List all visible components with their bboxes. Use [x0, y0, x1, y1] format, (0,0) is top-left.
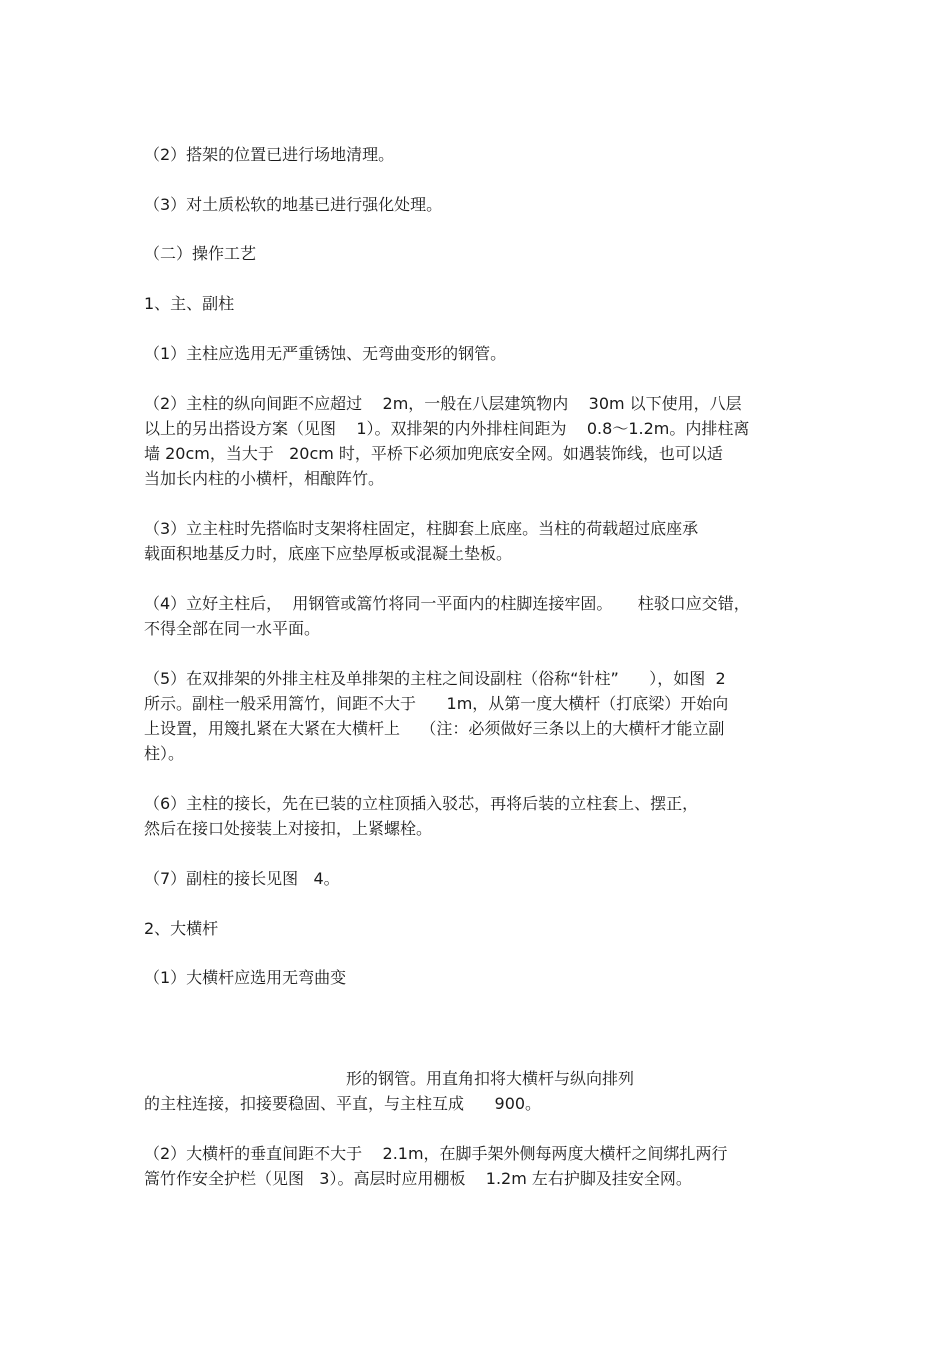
text-line: 载面积地基反力时，底座下应垫厚板或混凝土垫板。 [144, 544, 513, 563]
text-line: 上设置，用篾扎紧在大紧在大横杆上 （注：必须做好三条以上的大横杆才能立副 [144, 719, 725, 738]
section-heading: （二）操作工艺 [144, 244, 257, 263]
text-line: 形的钢管。用直角扣将大横杆与纵向排列 [346, 1069, 635, 1088]
text-line: （3）对土质松软的地基已进行强化处理。 [144, 195, 443, 214]
text-line: （5）在双排架的外排主柱及单排架的主柱之间设副柱（俗称“针柱” ），如图 2 [144, 669, 726, 688]
text-line: 墙 20cm，当大于 20cm 时，平桥下必须加兜底安全网。如遇装饰线，也可以适 [144, 444, 723, 463]
text-line: 柱）。 [144, 744, 185, 763]
text-line: （1）大横杆应选用无弯曲变 [144, 968, 347, 987]
text-line: 以上的另出搭设方案（见图 1）。双排架的内外排柱间距为 0.8～1.2m。内排柱离 [144, 419, 750, 438]
subsection-heading: 1、主、副柱 [144, 294, 235, 313]
text-line: （1）主柱应选用无严重锈蚀、无弯曲变形的钢管。 [144, 344, 507, 363]
text-line: 然后在接口处接装上对接扣，上紧螺栓。 [144, 819, 433, 838]
text-line: 当加长内柱的小横杆，相酿阵竹。 [144, 469, 385, 488]
text-line: （7）副柱的接长见图 4。 [144, 869, 340, 888]
text-line: 的主柱连接，扣接要稳固、平直，与主柱互成 900。 [144, 1094, 542, 1113]
text-line: 所示。副柱一般采用篙竹，间距不大于 1m，从第一度大横杆（打底梁）开始向 [144, 694, 729, 713]
text-line: （3）立主柱时先搭临时支架将柱固定，柱脚套上底座。当柱的荷载超过底座承 [144, 519, 699, 538]
text-line: 篙竹作安全护栏（见图 3）。高层时应用棚板 1.2m 左右护脚及挂安全网。 [144, 1169, 692, 1188]
text-line: 不得全部在同一水平面。 [144, 619, 321, 638]
text-line: （4）立好主柱后， 用钢管或篙竹将同一平面内的柱脚连接牢固。 柱驳口应交错， [144, 594, 750, 613]
subsection-heading: 2、大横杆 [144, 919, 219, 938]
text-line: （2）搭架的位置已进行场地清理。 [144, 145, 395, 164]
text-line: （2）大横杆的垂直间距不大于 2.1m，在脚手架外侧每两度大横杆之间绑扎两行 [144, 1144, 728, 1163]
text-line: （6）主柱的接长，先在已装的立柱顶插入驳芯，再将后装的立柱套上、摆正， [144, 794, 699, 813]
text-line: （2）主柱的纵向间距不应超过 2m，一般在八层建筑物内 30m 以下使用，八层 [144, 394, 742, 413]
